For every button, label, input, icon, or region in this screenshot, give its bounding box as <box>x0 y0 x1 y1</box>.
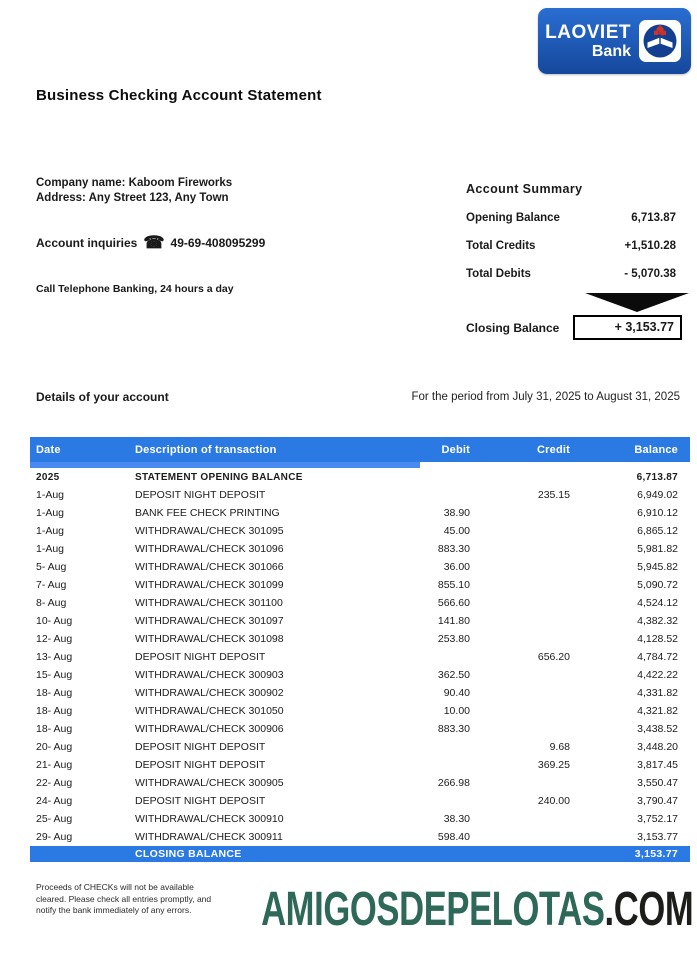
cell-date: 25- Aug <box>36 812 73 825</box>
cell-description: DEPOSIT NIGHT DEPOSIT <box>135 758 266 771</box>
bank-name-sub: Bank <box>591 42 631 60</box>
summary-value: - 5,070.38 <box>624 268 676 280</box>
table-row <box>30 684 690 702</box>
col-header-description: Description of transaction <box>135 437 350 465</box>
cell-description: WITHDRAWAL/CHECK 301098 <box>135 632 284 645</box>
company-name: Company name: Kaboom Fireworks <box>36 177 233 189</box>
cell-description: WITHDRAWAL/CHECK 300903 <box>135 668 284 681</box>
site-watermark <box>260 883 693 936</box>
cell-credit <box>475 594 575 612</box>
cell-debit: 141.80 <box>437 614 470 627</box>
header-accent-strip <box>30 462 420 468</box>
watermark-main: AMIGOSDEPELOTAS <box>260 883 605 936</box>
statement-period: For the period from July 31, 2025 to August 31, 2025 <box>411 391 680 403</box>
cell-credit <box>475 720 575 738</box>
down-arrow-icon <box>585 293 689 312</box>
cell-date: 18- Aug <box>36 722 73 735</box>
cell-balance: 3,550.47 <box>637 776 678 789</box>
cell-date: 24- Aug <box>36 794 73 807</box>
summary-label: Total Debits <box>466 268 531 280</box>
cell-credit <box>475 702 575 720</box>
cell-balance: 3,448.20 <box>637 740 678 753</box>
summary-value: 6,713.87 <box>631 212 676 224</box>
opening-balance-row <box>30 465 690 486</box>
cell-credit <box>475 465 575 486</box>
cell-credit <box>475 666 575 684</box>
bank-logo-text <box>545 23 631 60</box>
cell-description: WITHDRAWAL/CHECK 301050 <box>135 704 284 717</box>
summary-value: +1,510.28 <box>624 240 676 252</box>
cell-date: 18- Aug <box>36 686 73 699</box>
cell-description: WITHDRAWAL/CHECK 300905 <box>135 776 284 789</box>
cell-debit: 266.98 <box>437 776 470 789</box>
cell-description: WITHDRAWAL/CHECK 301096 <box>135 542 284 555</box>
cell-credit: 235.15 <box>537 488 570 501</box>
cell-balance: 3,153.77 <box>637 830 678 843</box>
cell-balance: 4,128.52 <box>637 632 678 645</box>
cell-date: 5- Aug <box>36 560 67 573</box>
cell-description: BANK FEE CHECK PRINTING <box>135 506 280 519</box>
cell-description: DEPOSIT NIGHT DEPOSIT <box>135 488 266 501</box>
cell-credit <box>475 540 575 558</box>
summary-label: Total Credits <box>466 240 536 252</box>
cell-description: WITHDRAWAL/CHECK 301100 <box>135 596 283 609</box>
cell-credit <box>475 684 575 702</box>
closing-balance-value: + 3,153.77 <box>573 315 682 340</box>
bank-emblem-icon <box>638 19 682 63</box>
cell-debit <box>350 648 475 666</box>
col-header-date: Date <box>30 437 135 465</box>
table-row <box>30 630 690 648</box>
cell-debit <box>350 846 475 862</box>
table-row <box>30 756 690 774</box>
phone-icon: ☎ <box>143 233 165 252</box>
cell-description: WITHDRAWAL/CHECK 301099 <box>135 578 284 591</box>
cell-description: DEPOSIT NIGHT DEPOSIT <box>135 794 266 807</box>
cell-credit <box>475 810 575 828</box>
cell-debit: 38.30 <box>443 812 470 825</box>
table-row <box>30 828 690 846</box>
inquiries-label: Account inquiries <box>36 236 138 250</box>
page-title: Business Checking Account Statement <box>36 87 322 104</box>
cell-date: 12- Aug <box>36 632 73 645</box>
col-header-debit: Debit <box>350 437 475 465</box>
cell-credit <box>475 504 575 522</box>
bank-name: LAOVIET <box>545 21 631 43</box>
cell-balance: 5,090.72 <box>637 578 678 591</box>
cell-balance: 4,331.82 <box>637 686 678 699</box>
cell-date <box>30 846 135 862</box>
cell-description: STATEMENT OPENING BALANCE <box>135 471 303 483</box>
cell-balance: 6,910.12 <box>637 506 678 519</box>
cell-balance: 6,949.02 <box>637 488 678 501</box>
footer-line: cleared. Please check all entries promptly, and <box>36 893 212 904</box>
cell-balance: 3,817.45 <box>637 758 678 771</box>
closing-balance-label: Closing Balance <box>466 321 560 335</box>
cell-description: WITHDRAWAL/CHECK 300902 <box>135 686 284 699</box>
cell-description: WITHDRAWAL/CHECK 301097 <box>135 614 284 627</box>
cell-balance: 3,153.77 <box>575 846 690 862</box>
cell-description: CLOSING BALANCE <box>135 846 350 862</box>
account-inquiries <box>36 233 266 252</box>
cell-date: 29- Aug <box>36 830 73 843</box>
cell-credit <box>475 846 575 862</box>
cell-balance: 4,784.72 <box>637 650 678 663</box>
cell-description: WITHDRAWAL/CHECK 300911 <box>135 830 283 843</box>
cell-date: 15- Aug <box>36 668 73 681</box>
table-row <box>30 522 690 540</box>
cell-balance: 3,790.47 <box>637 794 678 807</box>
cell-balance: 4,382.32 <box>637 614 678 627</box>
cell-credit: 656.20 <box>537 650 570 663</box>
table-row <box>30 504 690 522</box>
cell-debit: 362.50 <box>437 668 470 681</box>
col-header-credit: Credit <box>475 437 575 465</box>
cell-balance: 5,945.82 <box>637 560 678 573</box>
table-row <box>30 486 690 504</box>
cell-debit <box>350 756 475 774</box>
cell-debit: 883.30 <box>437 722 470 735</box>
cell-credit <box>475 774 575 792</box>
cell-date: 21- Aug <box>36 758 73 771</box>
cell-balance: 3,752.17 <box>637 812 678 825</box>
cell-description: WITHDRAWAL/CHECK 301095 <box>135 524 284 537</box>
table-row <box>30 774 690 792</box>
cell-balance: 4,422.22 <box>637 668 678 681</box>
summary-label: Opening Balance <box>466 212 560 224</box>
cell-balance: 5,981.82 <box>637 542 678 555</box>
table-row <box>30 666 690 684</box>
cell-credit <box>475 522 575 540</box>
cell-debit <box>350 738 475 756</box>
summary-row-debits <box>466 268 676 280</box>
company-block <box>36 176 232 206</box>
summary-row-credits <box>466 240 676 252</box>
bank-logo <box>538 8 691 74</box>
telephone-banking-note: Call Telephone Banking, 24 hours a day <box>36 283 234 295</box>
footer-note <box>36 882 211 917</box>
cell-balance: 3,438.52 <box>637 722 678 735</box>
account-summary <box>466 182 676 296</box>
table-row <box>30 702 690 720</box>
inquiries-number: 49-69-408095299 <box>170 236 266 250</box>
col-header-balance: Balance <box>575 437 690 465</box>
cell-date: 22- Aug <box>36 776 73 789</box>
cell-description: WITHDRAWAL/CHECK 300906 <box>135 722 284 735</box>
cell-credit: 369.25 <box>537 758 570 771</box>
cell-date: 1-Aug <box>36 506 65 519</box>
cell-debit: 45.00 <box>443 524 470 537</box>
cell-date: 18- Aug <box>36 704 73 717</box>
cell-debit: 855.10 <box>437 578 470 591</box>
cell-debit <box>350 486 475 504</box>
watermark-suffix: .COM <box>604 883 693 936</box>
cell-credit <box>475 576 575 594</box>
table-row <box>30 792 690 810</box>
cell-credit <box>475 558 575 576</box>
summary-row-opening <box>466 212 676 224</box>
cell-debit <box>350 792 475 810</box>
cell-debit: 36.00 <box>443 560 470 573</box>
cell-credit <box>475 612 575 630</box>
cell-debit: 883.30 <box>437 542 470 555</box>
table-row <box>30 540 690 558</box>
details-heading: Details of your account <box>36 390 169 404</box>
cell-credit <box>475 630 575 648</box>
cell-debit: 10.00 <box>443 704 470 717</box>
cell-debit: 598.40 <box>437 830 470 843</box>
closing-balance-row <box>30 846 690 862</box>
transactions-table <box>30 437 690 862</box>
table-row <box>30 738 690 756</box>
cell-date: 10- Aug <box>36 614 73 627</box>
cell-credit: 9.68 <box>549 740 570 753</box>
cell-date: 8- Aug <box>36 596 67 609</box>
table-row <box>30 612 690 630</box>
account-summary-heading: Account Summary <box>466 182 583 196</box>
cell-description: DEPOSIT NIGHT DEPOSIT <box>135 650 266 663</box>
cell-description: DEPOSIT NIGHT DEPOSIT <box>135 740 266 753</box>
cell-debit: 90.40 <box>443 686 470 699</box>
cell-date: 1-Aug <box>36 524 65 537</box>
cell-description: WITHDRAWAL/CHECK 301066 <box>135 560 284 573</box>
footer-line: Proceeds of CHECKs will not be available <box>36 882 194 892</box>
cell-debit: 253.80 <box>437 632 470 645</box>
cell-debit: 38.90 <box>443 506 470 519</box>
transactions-body <box>30 486 690 846</box>
cell-balance: 4,524.12 <box>637 596 678 609</box>
cell-date: 1-Aug <box>36 488 65 501</box>
table-header-row <box>30 437 690 465</box>
table-row <box>30 720 690 738</box>
cell-balance: 4,321.82 <box>637 704 678 717</box>
footer-line: notify the bank immediately of any errors. <box>36 905 192 915</box>
cell-date: 7- Aug <box>36 578 67 591</box>
cell-date: 20- Aug <box>36 740 73 753</box>
table-row <box>30 648 690 666</box>
table-row <box>30 576 690 594</box>
cell-balance: 6,713.87 <box>636 471 678 483</box>
cell-debit <box>350 465 475 486</box>
table-row <box>30 594 690 612</box>
company-address: Address: Any Street 123, Any Town <box>36 192 229 204</box>
cell-date: 13- Aug <box>36 650 73 663</box>
cell-credit: 240.00 <box>537 794 570 807</box>
table-row <box>30 558 690 576</box>
cell-balance: 6,865.12 <box>637 524 678 537</box>
cell-credit <box>475 828 575 846</box>
table-row <box>30 810 690 828</box>
cell-date: 1-Aug <box>36 542 65 555</box>
cell-description: WITHDRAWAL/CHECK 300910 <box>135 812 284 825</box>
cell-debit: 566.60 <box>437 596 470 609</box>
cell-date: 2025 <box>36 471 60 483</box>
